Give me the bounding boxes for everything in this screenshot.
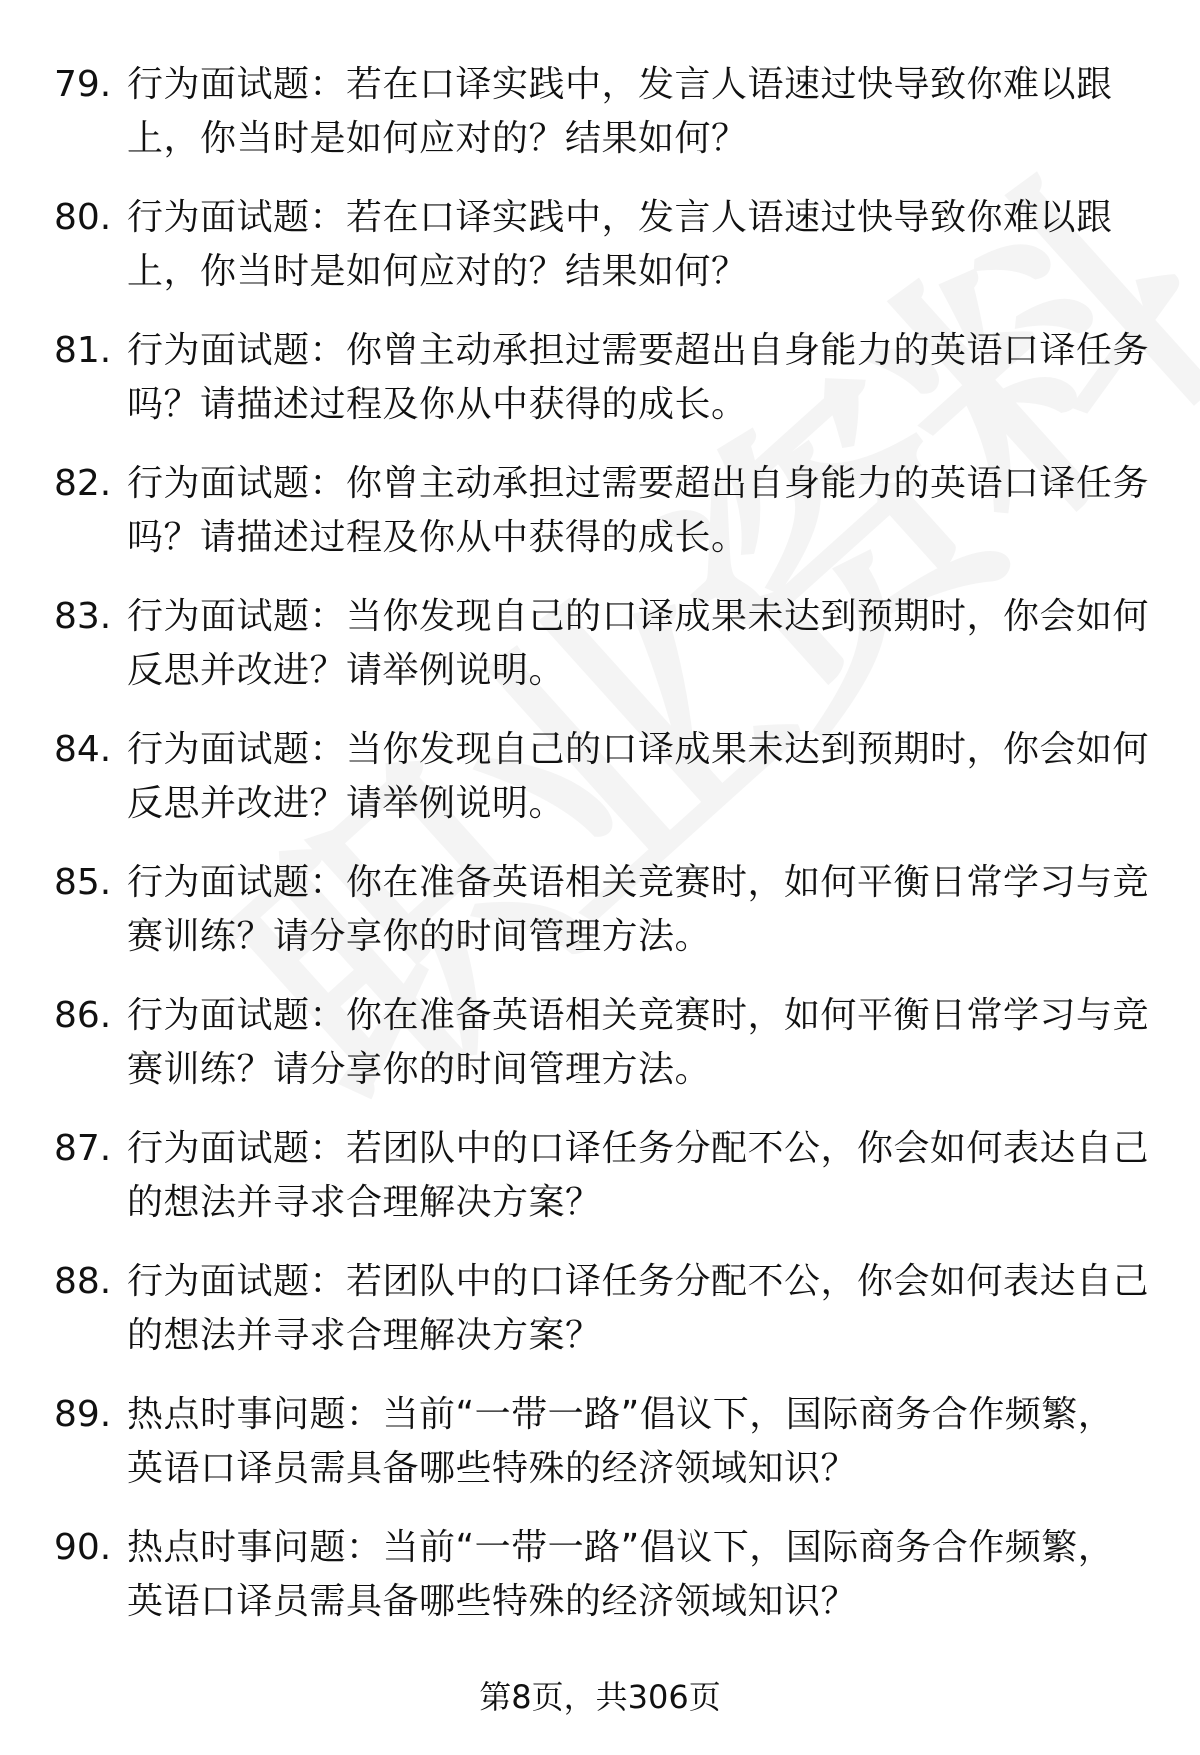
list-item [0,1122,1200,1232]
question-text [127,1255,1150,1363]
question-text [127,58,1147,166]
question-line: 反思并改进？请举例说明。 [127,650,566,691]
question-line: 行为面试题：若团队中的口译任务分配不公，你会如何表达自己 [127,1261,1150,1302]
question-text [127,1122,1150,1230]
question-number: 81. [54,330,112,371]
question-line: 赛训练？请分享你的时间管理方法。 [127,916,712,957]
question-line: 行为面试题：若在口译实践中，发言人语速过快导致你难以跟 [127,197,1113,238]
question-line: 热点时事问题：当前“一带一路”倡议下，国际商务合作频繁， [127,1394,1115,1435]
question-line: 上，你当时是如何应对的？结果如何？ [127,118,748,159]
question-text [127,723,1150,831]
question-line: 反思并改进？请举例说明。 [127,783,566,824]
question-number: 90. [54,1527,112,1568]
question-text [127,590,1150,698]
question-line: 行为面试题：你在准备英语相关竞赛时，如何平衡日常学习与竞 [127,862,1150,903]
question-line: 的想法并寻求合理解决方案？ [127,1182,602,1223]
list-item [0,1521,1200,1631]
question-line: 行为面试题：你曾主动承担过需要超出自身能力的英语口译任务 [127,330,1150,371]
question-text [127,989,1150,1097]
question-number: 89. [54,1394,112,1435]
question-line: 上，你当时是如何应对的？结果如何？ [127,251,748,292]
question-text [127,457,1150,565]
question-line: 行为面试题：若团队中的口译任务分配不公，你会如何表达自己 [127,1128,1150,1169]
question-number: 82. [54,463,112,504]
list-item [0,457,1200,567]
list-item [0,856,1200,966]
list-item [0,58,1200,168]
question-number: 84. [54,729,112,770]
list-item [0,191,1200,301]
question-number: 79. [54,64,112,105]
question-line: 热点时事问题：当前“一带一路”倡议下，国际商务合作频繁， [127,1527,1115,1568]
question-text [127,856,1150,964]
list-item [0,989,1200,1099]
question-line: 英语口译员需具备哪些特殊的经济领域知识？ [127,1448,858,1489]
question-number: 85. [54,862,112,903]
question-line: 行为面试题：当你发现自己的口译成果未达到预期时，你会如何 [127,729,1150,770]
list-item [0,1388,1200,1498]
question-line: 行为面试题：当你发现自己的口译成果未达到预期时，你会如何 [127,596,1150,637]
question-text [127,1521,1147,1629]
question-line: 行为面试题：你在准备英语相关竞赛时，如何平衡日常学习与竞 [127,995,1150,1036]
list-item [0,723,1200,833]
list-item [0,1255,1200,1365]
list-item [0,590,1200,700]
question-number: 83. [54,596,112,637]
question-line: 的想法并寻求合理解决方案？ [127,1315,602,1356]
question-number: 87. [54,1128,112,1169]
question-line: 赛训练？请分享你的时间管理方法。 [127,1049,712,1090]
question-number: 86. [54,995,112,1036]
list-item [0,324,1200,434]
question-line: 英语口译员需具备哪些特殊的经济领域知识？ [127,1581,858,1622]
question-text [127,191,1147,299]
question-text [127,1388,1147,1496]
question-number: 80. [54,197,112,238]
question-line: 吗？请描述过程及你从中获得的成长。 [127,517,748,558]
question-number: 88. [54,1261,112,1302]
question-line: 行为面试题：你曾主动承担过需要超出自身能力的英语口译任务 [127,463,1150,504]
page-footer: 第8页，共306页 [479,1678,721,1716]
question-text [127,324,1150,432]
question-line: 吗？请描述过程及你从中获得的成长。 [127,384,748,425]
question-line: 行为面试题：若在口译实践中，发言人语速过快导致你难以跟 [127,64,1113,105]
